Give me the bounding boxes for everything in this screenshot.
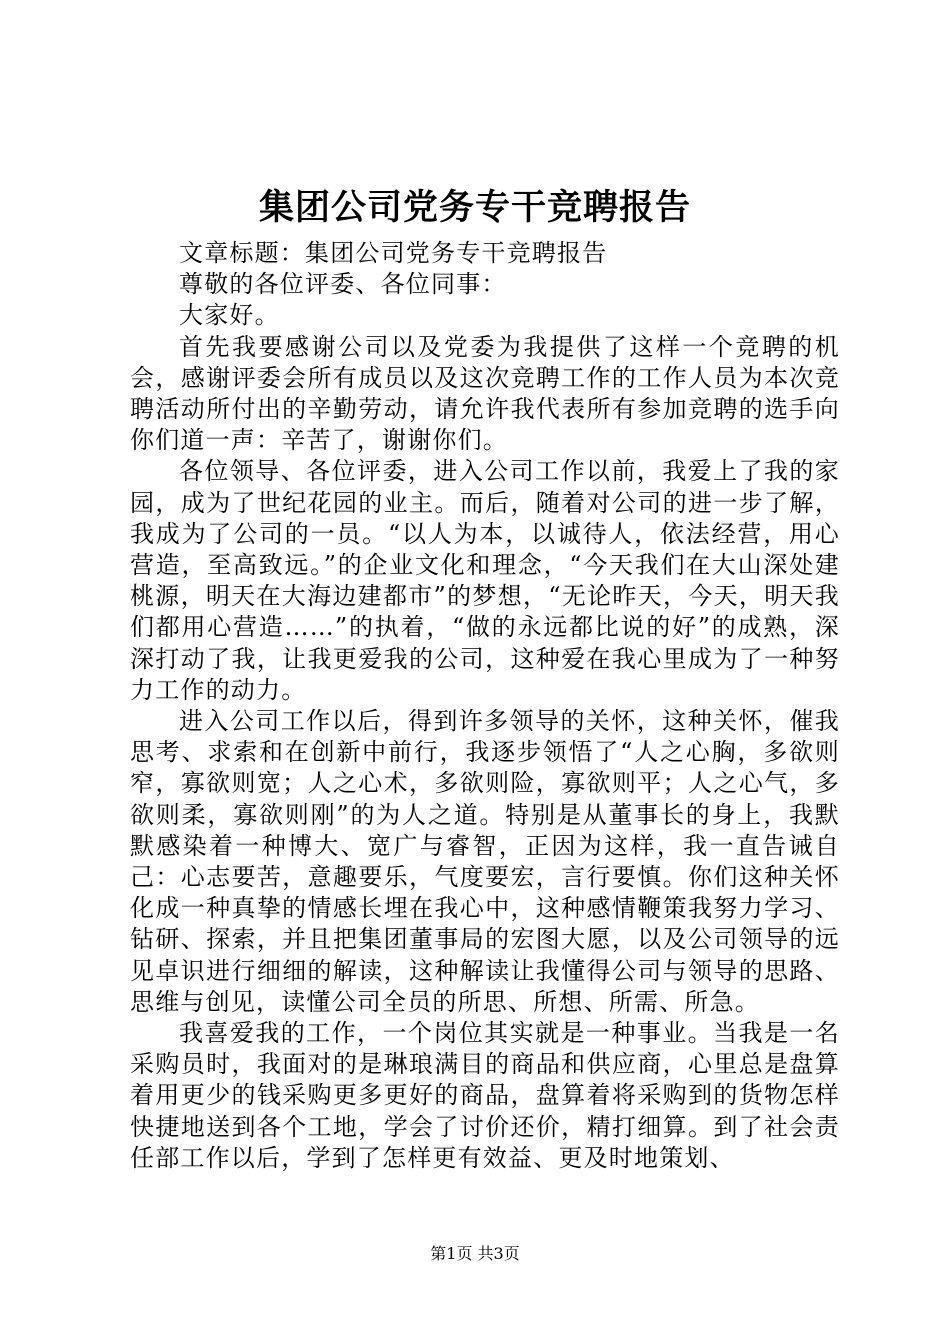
paragraph: 首先我要感谢公司以及党委为我提供了这样一个竞聘的机会，感谢评委会所有成员以及这次竞聘工作的工作人员为本次竞聘活动所付出的辛勤劳动，请允许我代表所有参加竞聘的选手向你们道一声：辛苦了，谢谢你们。 [130, 332, 840, 455]
greeting: 大家好。 [179, 301, 280, 330]
document-body [130, 238, 840, 1174]
article-title-line: 文章标题：集团公司党务专干竞聘报告 [179, 239, 608, 267]
paragraph: 各位领导、各位评委，进入公司工作以前，我爱上了我的家园，成为了世纪花园的业主。而后，随着对公司的进一步了解，我成为了公司的一员。“以人为本，以诚待人，依法经营，用心营造，至高致远。”的企业文化和理念，“今天我们在大山深处建桃源，明天在大海边建都市”的梦想，“无论昨天，今天，明天我们都用心营造……”的执着，“做的永远都比说的好”的成熟，深深打动了我，让我更爱我的公司，这种爱在我心里成为了一种努力工作的动力。 [130, 457, 840, 704]
salutation: 尊敬的各位评委、各位同事： [179, 270, 507, 299]
document-title: 集团公司党务专干竞聘报告 [258, 187, 691, 228]
paragraph: 进入公司工作以后，得到许多领导的关怀，这种关怀，催我思考、求索和在创新中前行，我逐步领悟了“人之心胸，多欲则窄，寡欲则宽；人之心术，多欲则险，寡欲则平；人之心气，多欲则柔，寡欲则刚”的为人之道。特别是从董事长的身上，我默默感染着一种博大、宽广与睿智，正因为这样，我一直告诫自己：心志要苦，意趣要乐，气度要宏，言行要慎。你们这种关怀化成一种真挚的情感长埋在我心中，这种感情鞭策我努力学习、钻研、探索，并且把集团董事局的宏图大愿，以及公司领导的远见卓识进行细细的解读，这种解读让我懂得公司与领导的思路、思维与创见，读懂公司全员的所思、所想、所需、所急。 [130, 707, 840, 1016]
page-number-footer: 第1页 共3页 [430, 1244, 520, 1263]
paragraph: 我喜爱我的工作，一个岗位其实就是一种事业。当我是一名采购员时，我面对的是琳琅满目的商品和供应商，心里总是盘算着用更少的钱采购更多更好的商品，盘算着将采购到的货物怎样快捷地送到各个工地，学会了讨价还价，精打细算。到了社会责任部工作以后，学到了怎样更有效益、更及时地策划、 [130, 1019, 840, 1172]
